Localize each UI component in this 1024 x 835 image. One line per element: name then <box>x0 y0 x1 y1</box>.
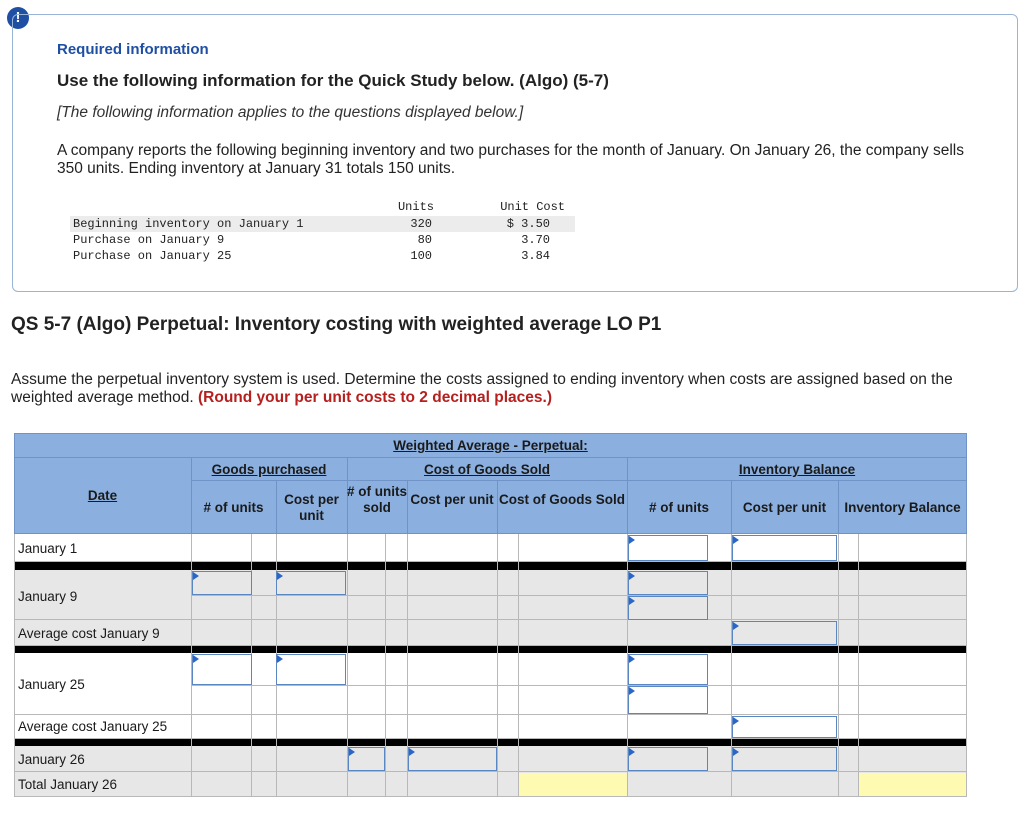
jan1-ib-cost-input[interactable] <box>732 535 837 561</box>
inventory-row-label: Beginning inventory on January 1 <box>73 217 304 231</box>
rounding-note: (Round your per unit costs to 2 decimal places.) <box>198 389 552 406</box>
question-title: QS 5-7 (Algo) Perpetual: Inventory costing with weighted average LO P1 <box>11 314 662 335</box>
ib-units-header: # of units <box>649 500 709 515</box>
ib-cost-header: Cost per unit <box>742 500 827 515</box>
input-marker-icon <box>733 536 739 544</box>
input-marker-icon <box>193 655 199 663</box>
jan9-ib-units-input-1[interactable] <box>628 571 708 595</box>
row-label-total-jan26: Total January 26 <box>18 777 118 792</box>
jan25-gp-units-input[interactable] <box>192 654 252 685</box>
inventory-balance-header: Inventory Balance <box>738 462 856 477</box>
input-marker-icon <box>629 687 635 695</box>
table-row <box>14 653 967 715</box>
inventory-row <box>70 248 575 264</box>
inventory-row-label: Purchase on January 25 <box>73 249 232 263</box>
problem-description: A company reports the following beginning inventory and two purchases for the month of January. On January 26, the company sells 350 units. Ending inventory at January 31 totals 150 units. <box>57 142 964 177</box>
gp-units-header: # of units <box>203 500 264 515</box>
worksheet-title: Weighted Average - Perpetual: <box>393 438 588 453</box>
input-marker-icon <box>409 748 415 756</box>
instruction-text: Assume the perpetual inventory system is used. Determine the costs assigned to ending inventory when costs are assigned based on the weighted average method. <box>11 371 953 406</box>
applies-note: [The following information applies to the questions displayed below.] <box>57 104 524 121</box>
cogs-header: Cost of Goods Sold <box>424 462 550 477</box>
units-header: Units <box>397 200 434 214</box>
inventory-header-row <box>70 199 575 215</box>
inventory-row-units: 80 <box>417 233 432 247</box>
total-inventory-balance-cell <box>859 773 966 796</box>
ib-total-header: Inventory Balance <box>844 500 961 515</box>
row-label-jan9: January 9 <box>18 589 78 604</box>
jan25-ib-units-input-2[interactable] <box>628 686 708 714</box>
input-marker-icon <box>629 572 635 580</box>
jan9-ib-units-input-2[interactable] <box>628 596 708 620</box>
input-marker-icon <box>629 748 635 756</box>
inventory-row <box>70 216 575 232</box>
inventory-row-cost: 3.84 <box>521 249 550 263</box>
row-label-avg-jan25: Average cost January 25 <box>18 719 168 734</box>
input-marker-icon <box>349 748 355 756</box>
gp-cost-header: Cost per unit <box>284 492 339 523</box>
total-cogs-cell <box>519 773 627 796</box>
question-instruction <box>11 371 1016 407</box>
inventory-row-label: Purchase on January 9 <box>73 233 225 247</box>
row-label-jan1: January 1 <box>18 541 78 556</box>
avg-jan25-ib-cost-input[interactable] <box>732 716 837 738</box>
inventory-row-cost: $ 3.50 <box>506 217 550 231</box>
weighted-average-worksheet <box>14 433 967 799</box>
jan1-ib-units-input[interactable] <box>628 535 708 561</box>
row-label-jan25: January 25 <box>18 677 85 692</box>
input-marker-icon <box>733 622 739 630</box>
input-marker-icon <box>629 597 635 605</box>
jan26-ib-units-input[interactable] <box>628 747 708 771</box>
required-info-title: Required information <box>57 41 209 58</box>
cogs-cost-header: Cost per unit <box>410 492 494 507</box>
inventory-row-units: 100 <box>410 249 432 263</box>
input-marker-icon <box>277 572 283 580</box>
goods-purchased-header: Goods purchased <box>211 462 327 477</box>
jan9-gp-cost-input[interactable] <box>276 571 346 595</box>
input-marker-icon <box>629 655 635 663</box>
row-label-jan26: January 26 <box>18 752 85 767</box>
jan25-ib-units-input-1[interactable] <box>628 654 708 685</box>
cogs-units-header: # of units sold <box>347 484 407 515</box>
inventory-row-cost: 3.70 <box>521 233 550 247</box>
input-marker-icon <box>733 717 739 725</box>
required-info-heading: Use the following information for the Quick Study below. (Algo) (5-7) <box>57 71 609 90</box>
alert-icon: ! <box>7 7 29 29</box>
row-label-avg-jan9: Average cost January 9 <box>18 626 160 641</box>
table-row <box>14 772 967 797</box>
input-marker-icon <box>629 536 635 544</box>
jan26-cogs-cost-input[interactable] <box>408 747 497 771</box>
avg-jan9-ib-cost-input[interactable] <box>732 621 837 645</box>
cogs-total-header: Cost of Goods Sold <box>499 492 625 507</box>
inventory-row-units: 320 <box>410 217 432 231</box>
input-marker-icon <box>277 655 283 663</box>
unit-cost-header: Unit Cost <box>500 200 565 214</box>
input-marker-icon <box>733 748 739 756</box>
jan26-ib-cost-input[interactable] <box>732 747 837 771</box>
input-marker-icon <box>193 572 199 580</box>
jan9-gp-units-input[interactable] <box>192 571 252 595</box>
inventory-row <box>70 232 575 248</box>
date-header: Date <box>87 488 118 503</box>
jan25-gp-cost-input[interactable] <box>276 654 346 685</box>
